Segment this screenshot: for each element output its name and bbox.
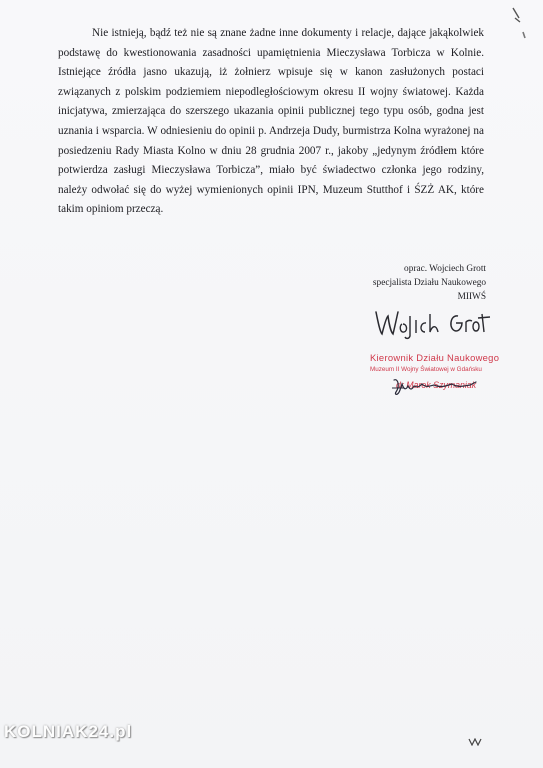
author-position: specjalista Działu Naukowego (372, 278, 486, 288)
handwritten-signature-grott (372, 306, 492, 340)
letter-body (58, 24, 484, 220)
handwritten-signature-szymaniak (390, 376, 490, 398)
prepared-by-line: oprac. Wojciech Grott (404, 264, 486, 274)
stamp-title: Kierownik Działu Naukowego (370, 352, 500, 363)
site-watermark: KOLNIAK24.pl (4, 722, 133, 741)
stamp-museum-name: Muzeum II Wojny Światowej w Gdańsku (370, 366, 482, 373)
main-paragraph: Nie istnieją, bądź też nie są znane żadne inne dokumenty i relacje, dające jakąkolwiek podstawę do kwestionowania zasadności upamiętnienia Mieczysława Torbicza w Kolnie. Istniejące źródła jasno ukazują, iż żołnierz wpisuje się w kanon zasłużonych postaci związanych z polskim podziemiem niepodległościowym okresu II wojny światowej. Każda inicjatywa, zmierzająca do szerszego ukazania opinii publicznej tego typu osób, godna jest uznania i wsparcia. W odniesieniu do opinii p. Andrzeja Dudy, burmistrza Kolna wyrażonej na posiedzeniu Rady Miasta Kolno w dniu 28 grudnia 2007 r., jakoby „jedynym źródłem które potwierdza zasługi Mieczysława Torbicza”, miało być świadectwo członka jego rodziny, należy odwołać się do wyżej wymienionych opinii IPN, Muzeum Stutthof i ŚZŻ AK, które takim opiniom przeczą. (58, 27, 484, 216)
stamp-person-name: dr Marek Szymaniak (396, 380, 477, 390)
bottom-corner-mark (468, 738, 482, 746)
author-institution: MIIWŚ (457, 292, 486, 302)
author-signature-block (286, 262, 486, 304)
corner-mark-decoration (511, 4, 529, 44)
